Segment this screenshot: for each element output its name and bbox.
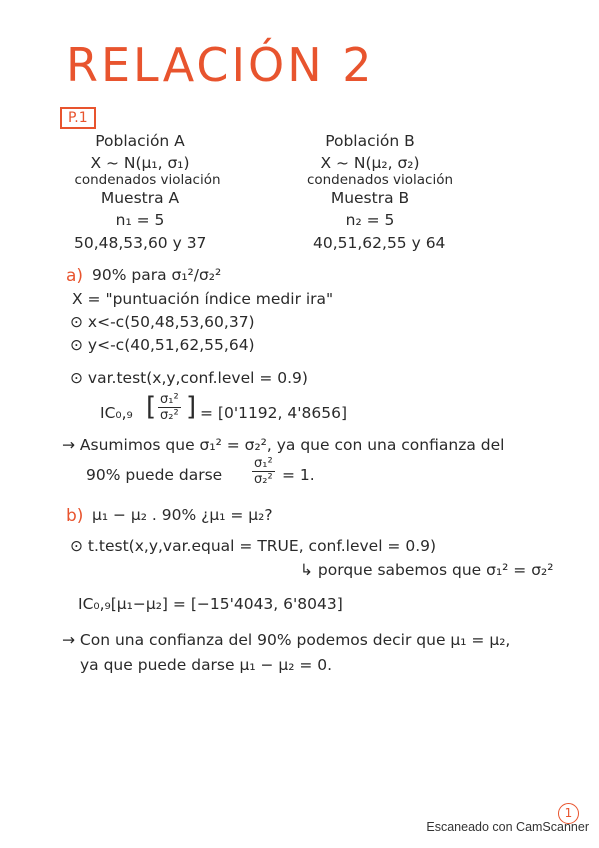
- page-title: RELACIÓN 2: [66, 38, 375, 92]
- pop-b-n: n₂ = 5: [345, 211, 395, 229]
- part-b-conclusion-2: ya que puede darse μ₁ − μ₂ = 0.: [80, 656, 333, 674]
- pop-b-data: 40,51,62,55 y 64: [313, 234, 446, 252]
- problem-label: P.1: [60, 107, 96, 129]
- code-x: ⊙ x<-c(50,48,53,60,37): [70, 313, 255, 331]
- code-var-test: ⊙ var.test(x,y,conf.level = 0.9): [70, 369, 308, 387]
- bracket-open: [: [146, 392, 157, 422]
- part-b-ic: IC₀,₉[μ₁−μ₂] = [−15'4043, 6'8043]: [78, 595, 343, 613]
- pop-a-name: Población A: [95, 132, 185, 150]
- scanner-watermark: Escaneado con CamScanner: [426, 820, 589, 834]
- ic-prefix: IC₀,₉: [100, 404, 133, 422]
- ic-fraction-num: σ₁²: [160, 392, 179, 407]
- ic-value: = [0'1192, 4'8656]: [200, 404, 348, 422]
- page-number: 1: [558, 803, 579, 824]
- pop-b-sample: Muestra B: [330, 189, 410, 207]
- pop-a-n: n₁ = 5: [115, 211, 165, 229]
- x-definition: X = "puntuación índice medir ira": [72, 290, 334, 308]
- ic-fraction-den: σ₂²: [160, 408, 179, 423]
- part-b-note: ↳ porque sabemos que σ₁² = σ₂²: [300, 561, 554, 579]
- concl-fraction-num: σ₁²: [254, 456, 273, 471]
- concl-fraction: [252, 456, 275, 487]
- pop-a-desc: condenados violación: [74, 172, 221, 188]
- part-b-heading: μ₁ − μ₂ . 90% ¿μ₁ = μ₂?: [92, 506, 273, 524]
- code-y: ⊙ y<-c(40,51,62,55,64): [70, 336, 255, 354]
- part-a-conclusion-end: = 1.: [282, 466, 315, 484]
- part-b-label: b): [66, 506, 84, 526]
- pop-a-data: 50,48,53,60 y 37: [74, 234, 207, 252]
- pop-a-sample: Muestra A: [100, 189, 180, 207]
- pop-b-desc: condenados violación: [306, 172, 454, 188]
- pop-b-dist: X ~ N(μ₂, σ₂): [320, 154, 420, 172]
- concl-fraction-den: σ₂²: [254, 472, 273, 487]
- part-a-conclusion-2: 90% puede darse: [86, 466, 223, 484]
- part-a-heading: 90% para σ₁²/σ₂²: [92, 266, 222, 284]
- ic-fraction: [158, 392, 181, 423]
- bracket-close: ]: [186, 392, 197, 422]
- pop-a-dist: X ~ N(μ₁, σ₁): [90, 154, 190, 172]
- part-a-conclusion-1: → Asumimos que σ₁² = σ₂², ya que con una confianza del: [62, 436, 505, 454]
- part-a-label: a): [66, 266, 84, 286]
- code-t-test: ⊙ t.test(x,y,var.equal = TRUE, conf.level = 0.9): [70, 537, 437, 555]
- pop-b-name: Población B: [325, 132, 415, 150]
- part-b-conclusion-1: → Con una confianza del 90% podemos decir que μ₁ = μ₂,: [62, 631, 511, 649]
